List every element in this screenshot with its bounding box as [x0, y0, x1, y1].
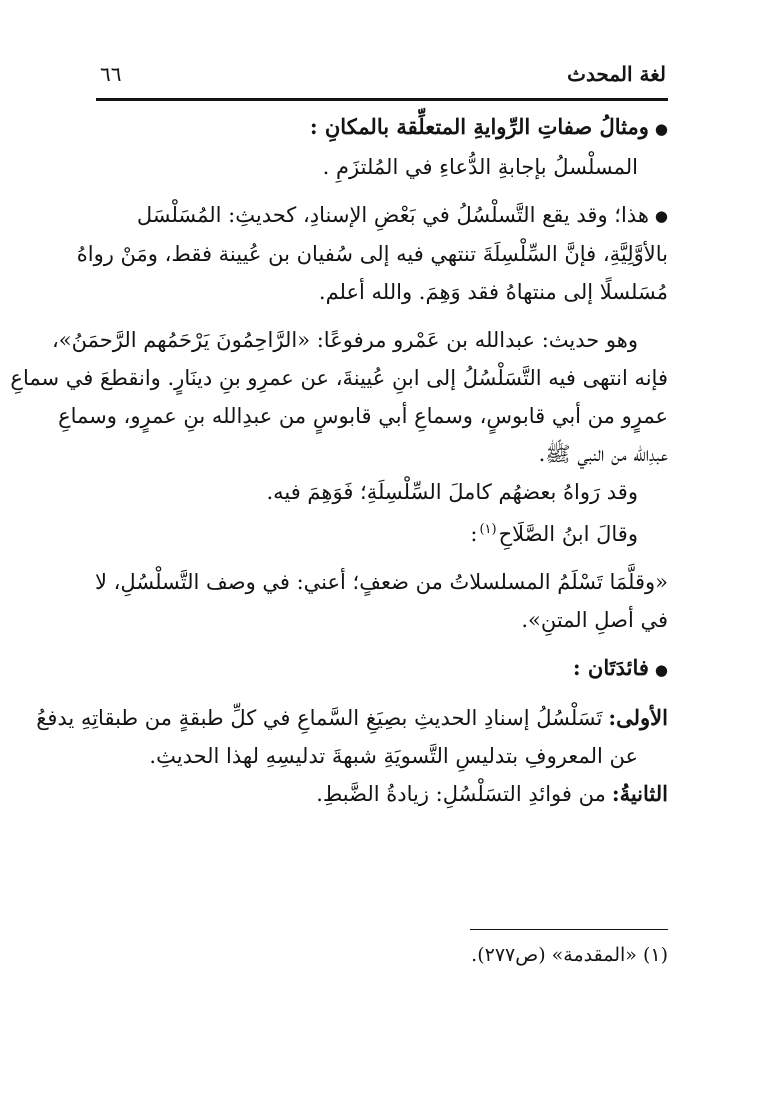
page-header	[96, 58, 668, 92]
header-divider	[96, 98, 668, 101]
page-number: ٦٦	[100, 62, 122, 86]
bullet-icon: ●	[654, 660, 668, 679]
quote-line: في أصلِ المتنِ».	[521, 608, 668, 632]
footnote-divider	[470, 929, 668, 930]
paragraph-line: عمرٍو من أبي قابوسٍ، وسماعِ أبي قابوسٍ من عبدِالله بنِ عمرٍو، وسماعِ	[58, 404, 668, 428]
first-benefit: الأولى:تَسَلْسُلُ إسنادِ الحديثِ بصِيَغِ السَّماعِ في كلِّ طبقةٍ من طبقاتِهِ يدفعُ	[36, 704, 668, 730]
footnote: (١) «المقدمة» (ص٢٧٧).	[471, 944, 668, 966]
paragraph-line: وقد رَواهُ بعضهُم كاملَ السِّلْسِلَةِ؛ فَوَهِمَ فيه.	[266, 480, 638, 504]
paragraph-line: عن المعروفِ بتدليسِ التَّسويَةِ شبهةَ تدليسِهِ لهذا الحديثِ.	[149, 743, 638, 768]
bullet-icon: ●	[654, 207, 668, 225]
quote-line: «وقلَّمَا تَسْلَمُ المسلسلاتُ من ضعفٍ؛ أعني: في وصف التَّسلْسُلِ، لا	[95, 570, 668, 594]
paragraph-line: مُسَلسلًا إلى منتهاهُ فقد وَهِمَ. والله أعلم.	[318, 280, 668, 304]
running-title: لغة المحدث	[567, 62, 666, 86]
page-body	[10, 108, 668, 813]
paragraph-line: بالأوَّلِيَّةِ، فإنَّ السِّلْسِلَةَ تنتهي فيه إلى سُفيان بن عُيينة فقط، ومَنْ رواهُ	[76, 242, 668, 266]
paragraph-line: وهو حديث: عبدالله بن عَمْرو مرفوعًا: «الرَّاحِمُونَ يَرْحَمُهم الرَّحمَنُ»،	[52, 328, 638, 352]
paragraph-line: فإنه انتهى فيه التَّسَلْسُلُ إلى ابنِ عُيينةَ، عن عمرِو بنِ دينَارٍ. وانقطعَ في سماعِ	[10, 366, 668, 390]
bullet-icon: ●	[654, 119, 668, 138]
paragraph-line: ●هذا؛ وقد يقع التَّسلْسُلُ في بَعْضِ الإسنادِ، كحديثِ: المُسَلْسَل	[136, 202, 668, 227]
first-benefit-label: الأولى:	[608, 704, 668, 730]
benefits-heading: ●فائدَتَان :	[572, 655, 668, 680]
paragraph-line: عبدِالله من النبي ﷺ.	[538, 442, 668, 466]
example-line: المسلْسلُ بإجابةِ الدُّعاءِ في المُلتزَمِ .	[322, 154, 638, 179]
footnote-marker: (١)	[479, 522, 497, 537]
second-benefit: الثانيةُ:من فوائدِ التسَلْسُلِ: زيادةُ الضَّبطِ.	[316, 780, 668, 806]
paragraph-line: وقالَ ابنُ الصَّلَاحِ$^{(١)}$:	[470, 522, 638, 546]
second-benefit-label: الثانيةُ:	[611, 780, 668, 806]
section-heading: ●ومثالُ صفاتِ الرِّوايةِ المتعلِّقة بالمكانِ :	[309, 114, 668, 139]
